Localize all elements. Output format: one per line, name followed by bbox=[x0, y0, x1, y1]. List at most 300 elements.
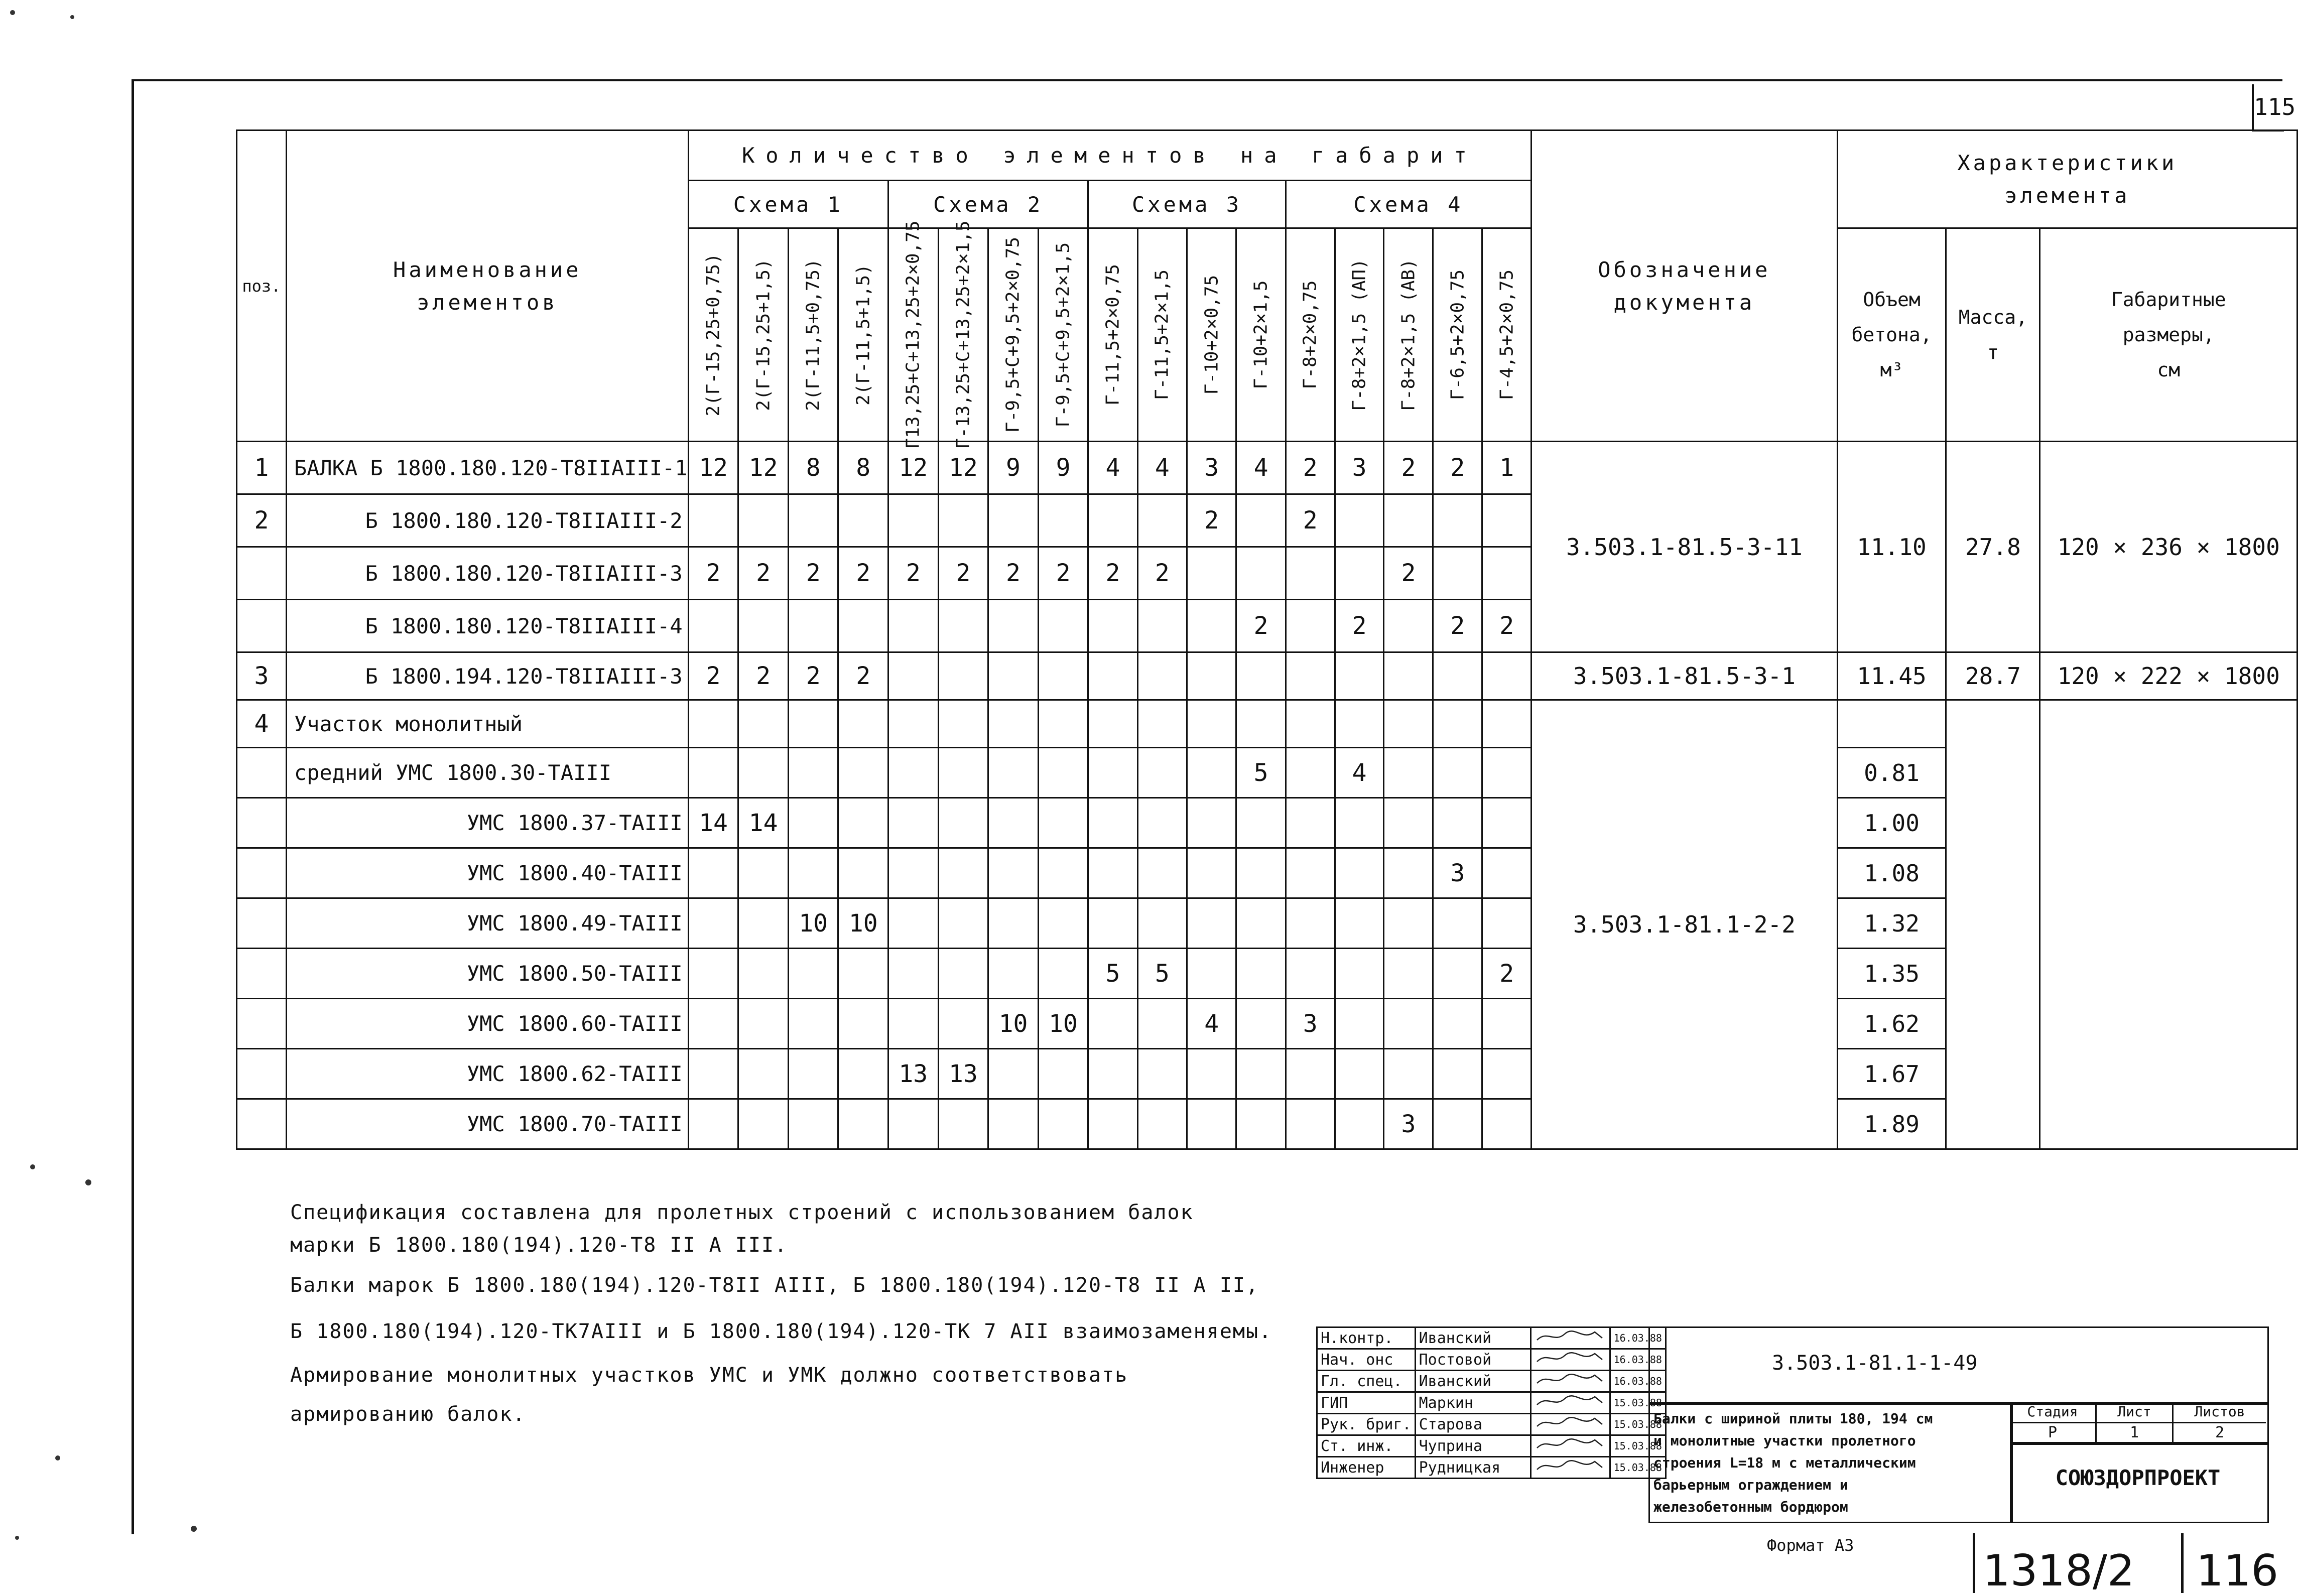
characteristics-header-line2: элемента bbox=[2004, 183, 2130, 208]
quantity-cell bbox=[1482, 999, 1531, 1049]
volume-cell: 1.89 bbox=[1837, 1099, 1946, 1149]
volume-header-line2: бетона, bbox=[1851, 324, 1932, 346]
stamp-date: 15.03.88 bbox=[1610, 1392, 1666, 1414]
quantity-cell bbox=[1038, 652, 1088, 700]
stamp-organization: СОЮЗДОРПРОЕКТ bbox=[2055, 1466, 2221, 1490]
quantity-cell bbox=[1335, 1099, 1384, 1149]
quantity-cell: 12 bbox=[888, 442, 939, 494]
quantity-cell bbox=[938, 798, 988, 848]
quantity-cell bbox=[1038, 494, 1088, 547]
handwritten-signature bbox=[1535, 1328, 1605, 1344]
quantity-cell bbox=[1038, 1049, 1088, 1099]
quantity-cell bbox=[788, 494, 838, 547]
quantity-cell bbox=[988, 748, 1039, 798]
quantity-cell bbox=[1286, 748, 1335, 798]
signature-cell bbox=[1530, 1349, 1610, 1371]
note-line-4: Б 1800.180(194).120-ТК7АIII и Б 1800.180(194).120-ТК 7 АII взаимозаменяемы. bbox=[290, 1320, 1272, 1343]
quantity-cell bbox=[1236, 898, 1286, 949]
quantity-cell bbox=[888, 1099, 939, 1149]
quantity-cell bbox=[788, 600, 838, 652]
quantity-cell bbox=[788, 848, 838, 898]
quantity-cell bbox=[738, 898, 789, 949]
gabarit-header bbox=[1137, 228, 1187, 442]
table-row bbox=[237, 652, 2297, 700]
quantity-cell bbox=[1482, 494, 1531, 547]
quantity-cell: 2 bbox=[1482, 600, 1531, 652]
stamp-row bbox=[1317, 1414, 1666, 1435]
quantity-cell bbox=[1137, 748, 1187, 798]
gabarit-header bbox=[738, 228, 789, 442]
gabarit-label: Г-4,5+2×0,75 bbox=[1496, 269, 1517, 401]
quantity-cell bbox=[788, 798, 838, 848]
quantity-cell bbox=[1286, 1099, 1335, 1149]
element-name-cell: Б 1800.194.120-Т8IIАIII-3 bbox=[286, 652, 688, 700]
quantity-cell bbox=[1088, 999, 1137, 1049]
quantity-cell bbox=[838, 848, 888, 898]
quantity-cell: 14 bbox=[738, 798, 789, 848]
stage-value: Р bbox=[2010, 1423, 2097, 1442]
quantity-cell bbox=[888, 949, 939, 999]
quantity-cell bbox=[988, 949, 1039, 999]
mass-header-line1: Масса, bbox=[1958, 306, 2028, 328]
stamp-row bbox=[1317, 1327, 1666, 1349]
page-mark-top: 115 bbox=[2252, 84, 2284, 131]
document-cell: 3.503.1-81.5-3-1 bbox=[1531, 652, 1838, 700]
quantity-cell bbox=[1433, 798, 1482, 848]
quantity-cell bbox=[838, 494, 888, 547]
note-line-5: Армирование монолитных участков УМС и УМК должно соответствовать bbox=[290, 1364, 1128, 1387]
quantity-cell bbox=[988, 798, 1039, 848]
quantity-cell bbox=[788, 949, 838, 999]
quantity-cell bbox=[1088, 1099, 1137, 1149]
quantity-cell bbox=[1335, 999, 1384, 1049]
quantity-cell bbox=[988, 652, 1039, 700]
gabarit-label: Г-11,5+2×1,5 bbox=[1152, 269, 1173, 401]
quantity-cell: 2 bbox=[738, 652, 789, 700]
quantity-cell: 2 bbox=[1038, 547, 1088, 600]
quantity-cell: 2 bbox=[1384, 442, 1433, 494]
quantity-cell: 4 bbox=[1236, 442, 1286, 494]
quantity-cell bbox=[1088, 748, 1137, 798]
quantity-cell bbox=[1335, 848, 1384, 898]
quantity-cell: 2 bbox=[788, 547, 838, 600]
quantity-cell: 12 bbox=[738, 442, 789, 494]
quantity-cell bbox=[988, 700, 1039, 748]
volume-cell: 1.62 bbox=[1837, 999, 1946, 1049]
quantity-cell bbox=[1187, 748, 1236, 798]
position-cell: 4 bbox=[237, 700, 287, 748]
quantity-cell bbox=[1433, 1099, 1482, 1149]
quantity-cell bbox=[1088, 652, 1137, 700]
element-name-cell: УМС 1800.60-ТАIII bbox=[286, 999, 688, 1049]
quantity-cell bbox=[838, 949, 888, 999]
quantity-cell bbox=[1286, 600, 1335, 652]
quantity-cell bbox=[738, 748, 789, 798]
quantity-cell bbox=[888, 798, 939, 848]
quantity-cell: 5 bbox=[1088, 949, 1137, 999]
quantity-cell bbox=[1433, 898, 1482, 949]
quantity-cell: 2 bbox=[1137, 547, 1187, 600]
quantity-cell bbox=[938, 748, 988, 798]
quantity-cell bbox=[1137, 600, 1187, 652]
handwritten-signature bbox=[1535, 1457, 1605, 1474]
quantity-cell bbox=[1335, 1049, 1384, 1099]
gabarit-label: Г-8+2×1,5 (АП) bbox=[1349, 258, 1370, 411]
quantity-cell bbox=[1187, 1049, 1236, 1099]
quantity-cell bbox=[888, 700, 939, 748]
quantity-cell bbox=[738, 1049, 789, 1099]
quantity-cell: 2 bbox=[1335, 600, 1384, 652]
quantity-cell: 10 bbox=[838, 898, 888, 949]
quantity-cell bbox=[1482, 700, 1531, 748]
stamp-name: Иванский bbox=[1415, 1371, 1530, 1392]
element-name-cell: УМС 1800.62-ТАIII bbox=[286, 1049, 688, 1099]
document-header bbox=[1531, 130, 1838, 442]
dimensions-header-line3: см bbox=[2157, 359, 2181, 381]
quantity-cell bbox=[1236, 700, 1286, 748]
quantity-cell bbox=[1038, 949, 1088, 999]
quantity-cell bbox=[888, 848, 939, 898]
quantity-cell bbox=[1236, 999, 1286, 1049]
quantity-cell bbox=[1088, 494, 1137, 547]
position-cell: 1 bbox=[237, 442, 287, 494]
element-name-cell: Б 1800.180.120-Т8IIАIII-3 bbox=[286, 547, 688, 600]
quantity-cell: 14 bbox=[688, 798, 738, 848]
stamp-date: 16.03.88 bbox=[1610, 1349, 1666, 1371]
quantity-cell bbox=[1286, 949, 1335, 999]
quantity-cell: 10 bbox=[1038, 999, 1088, 1049]
quantity-cell: 9 bbox=[1038, 442, 1088, 494]
quantity-cell bbox=[988, 494, 1039, 547]
stamp-role: Нач. онс bbox=[1317, 1349, 1416, 1371]
quantity-cell: 3 bbox=[1384, 1099, 1433, 1149]
quantity-cell bbox=[1286, 798, 1335, 848]
position-cell bbox=[237, 848, 287, 898]
gabarit-label: Г-8+2×1,5 (АВ) bbox=[1398, 258, 1419, 411]
quantity-cell bbox=[1187, 798, 1236, 848]
quantity-cell bbox=[938, 1099, 988, 1149]
quantity-cell bbox=[1482, 848, 1531, 898]
quantity-cell bbox=[788, 700, 838, 748]
quantity-cell bbox=[688, 949, 738, 999]
quantity-cell: 5 bbox=[1137, 949, 1187, 999]
stamp-role: Н.контр. bbox=[1317, 1327, 1416, 1349]
quantity-cell: 4 bbox=[1187, 999, 1236, 1049]
gabarit-header bbox=[838, 228, 888, 442]
position-cell bbox=[237, 547, 287, 600]
stamp-row bbox=[1317, 1435, 1666, 1457]
scan-speck bbox=[30, 1164, 35, 1169]
gabarit-label: Г-10+2×1,5 bbox=[1250, 280, 1271, 389]
position-cell bbox=[237, 1099, 287, 1149]
quantity-cell bbox=[1433, 748, 1482, 798]
quantity-cell bbox=[688, 848, 738, 898]
quantity-cell bbox=[738, 949, 789, 999]
quantity-cell bbox=[838, 1049, 888, 1099]
quantity-cell bbox=[888, 494, 939, 547]
volume-cell: 1.32 bbox=[1837, 898, 1946, 949]
document-cell: 3.503.1-81.5-3-11 bbox=[1531, 442, 1838, 652]
quantity-cell bbox=[888, 898, 939, 949]
stamp-row bbox=[1317, 1457, 1666, 1479]
quantity-cell: 13 bbox=[888, 1049, 939, 1099]
quantity-cell bbox=[838, 748, 888, 798]
quantity-cell bbox=[1137, 1099, 1187, 1149]
quantity-cell bbox=[688, 1099, 738, 1149]
signature-cell bbox=[1530, 1327, 1610, 1349]
position-cell bbox=[237, 600, 287, 652]
quantity-cell bbox=[788, 748, 838, 798]
quantity-cell bbox=[888, 600, 939, 652]
quantity-cell bbox=[1335, 494, 1384, 547]
quantity-cell bbox=[1187, 652, 1236, 700]
quantity-cell bbox=[938, 600, 988, 652]
quantity-cell: 5 bbox=[1236, 748, 1286, 798]
gabarit-header bbox=[688, 228, 738, 442]
gabarit-header bbox=[788, 228, 838, 442]
dimensions-header-line1: Габаритные bbox=[2111, 289, 2226, 311]
gabarit-header bbox=[1286, 228, 1335, 442]
quantity-cell bbox=[1137, 798, 1187, 848]
quantity-cell bbox=[1384, 494, 1433, 547]
quantity-cell bbox=[1286, 898, 1335, 949]
quantity-cell: 4 bbox=[1335, 748, 1384, 798]
quantity-cell bbox=[938, 898, 988, 949]
stamp-role: Ст. инж. bbox=[1317, 1435, 1416, 1457]
specification-table bbox=[236, 129, 2298, 1150]
note-line-2: марки Б 1800.180(194).120-Т8 II А III. bbox=[290, 1234, 788, 1257]
pos-header: поз. bbox=[237, 130, 287, 442]
element-name-cell: УМС 1800.37-ТАIII bbox=[286, 798, 688, 848]
quantity-cell bbox=[1038, 600, 1088, 652]
characteristics-header-line1: Характеристики bbox=[1957, 151, 2178, 175]
characteristics-header bbox=[1837, 130, 2297, 228]
stamp-name: Чуприна bbox=[1415, 1435, 1530, 1457]
quantity-cell bbox=[738, 700, 789, 748]
quantity-cell bbox=[1286, 1049, 1335, 1099]
quantity-cell bbox=[1482, 547, 1531, 600]
bottom-separator-left bbox=[1973, 1533, 1975, 1593]
scheme-4-header: Схема 4 bbox=[1286, 181, 1531, 228]
quantity-cell bbox=[888, 652, 939, 700]
quantity-cell bbox=[1433, 547, 1482, 600]
quantity-cell bbox=[1433, 1049, 1482, 1099]
gabarit-label: Г-6,5+2×0,75 bbox=[1447, 269, 1468, 401]
stamp-title-line-5: железобетонным бордюром bbox=[1653, 1499, 1848, 1515]
stamp-row bbox=[1317, 1371, 1666, 1392]
quantity-cell: 2 bbox=[1286, 494, 1335, 547]
quantity-cell bbox=[1384, 898, 1433, 949]
stamp-signatures-table bbox=[1316, 1326, 1667, 1479]
quantity-cell bbox=[1384, 798, 1433, 848]
gabarit-label: Г-8+2×0,75 bbox=[1300, 280, 1321, 389]
quantity-cell bbox=[1137, 999, 1187, 1049]
stamp-title-line-2: и монолитные участки пролетного bbox=[1653, 1432, 1916, 1449]
document-header-line2: документа bbox=[1613, 290, 1755, 315]
gabarit-header bbox=[988, 228, 1039, 442]
stage-label: Стадия bbox=[2010, 1402, 2097, 1423]
quantity-cell bbox=[738, 999, 789, 1049]
quantity-cell bbox=[1187, 898, 1236, 949]
stamp-role: Рук. бриг. bbox=[1317, 1414, 1416, 1435]
quantity-cell bbox=[988, 848, 1039, 898]
quantity-cell bbox=[1137, 1049, 1187, 1099]
stamp-name: Старова bbox=[1415, 1414, 1530, 1435]
format-label: Формат А3 bbox=[1767, 1536, 1854, 1555]
quantity-cell: 10 bbox=[788, 898, 838, 949]
quantity-cell: 2 bbox=[1482, 949, 1531, 999]
table-row bbox=[237, 700, 2297, 748]
quantity-cell: 12 bbox=[688, 442, 738, 494]
signature-cell bbox=[1530, 1371, 1610, 1392]
signature-cell bbox=[1530, 1457, 1610, 1479]
quantity-cell bbox=[988, 898, 1039, 949]
quantity-cell bbox=[1137, 652, 1187, 700]
quantity-cell bbox=[888, 999, 939, 1049]
mass-header bbox=[1946, 228, 2040, 442]
signature-cell bbox=[1530, 1392, 1610, 1414]
scheme-2-header: Схема 2 bbox=[888, 181, 1088, 228]
quantity-cell: 2 bbox=[838, 652, 888, 700]
quantity-cell bbox=[1335, 700, 1384, 748]
name-header-line2: элементов bbox=[416, 290, 558, 315]
stamp-date: 16.03.88 bbox=[1610, 1371, 1666, 1392]
quantity-cell bbox=[688, 600, 738, 652]
scan-speck bbox=[55, 1455, 60, 1460]
handwritten-signature bbox=[1535, 1350, 1605, 1366]
quantity-cell bbox=[1335, 949, 1384, 999]
sheet-label: Лист bbox=[2097, 1402, 2174, 1423]
gabarit-header bbox=[1482, 228, 1531, 442]
quantity-cell bbox=[938, 700, 988, 748]
quantity-cell bbox=[988, 600, 1039, 652]
quantity-cell bbox=[1286, 652, 1335, 700]
quantity-cell bbox=[1384, 848, 1433, 898]
quantity-cell bbox=[1038, 1099, 1088, 1149]
quantity-cell bbox=[688, 1049, 738, 1099]
quantity-cell bbox=[1384, 949, 1433, 999]
element-name-cell: Б 1800.180.120-Т8IIАIII-2 bbox=[286, 494, 688, 547]
quantity-cell: 3 bbox=[1335, 442, 1384, 494]
quantity-cell: 2 bbox=[938, 547, 988, 600]
stamp-name: Иванский bbox=[1415, 1327, 1530, 1349]
quantity-cell bbox=[1137, 898, 1187, 949]
quantity-cell bbox=[1433, 700, 1482, 748]
stamp-title-line-3: строения L=18 м с металлическим bbox=[1653, 1454, 1916, 1471]
gabarit-label: 2(Г-15,25+0,75) bbox=[703, 253, 724, 417]
quantity-cell bbox=[1187, 700, 1236, 748]
document-cell: 3.503.1-81.1-2-2 bbox=[1531, 700, 1838, 1149]
quantity-cell bbox=[1482, 1049, 1531, 1099]
table-row bbox=[237, 442, 2297, 494]
stamp-date: 15.03.88 bbox=[1610, 1414, 1666, 1435]
quantity-cell bbox=[838, 600, 888, 652]
quantity-cell bbox=[1286, 848, 1335, 898]
quantity-cell bbox=[1384, 652, 1433, 700]
gabarit-label: Г-9,5+С+9,5+2×1,5 bbox=[1053, 242, 1074, 428]
element-name-cell: средний УМС 1800.30-ТАIII bbox=[286, 748, 688, 798]
quantity-cell bbox=[1286, 700, 1335, 748]
quantity-cell bbox=[1038, 848, 1088, 898]
quantity-cell bbox=[1335, 798, 1384, 848]
stamp-name: Постовой bbox=[1415, 1349, 1530, 1371]
quantity-cell: 2 bbox=[1088, 547, 1137, 600]
quantity-cell bbox=[1433, 999, 1482, 1049]
position-cell bbox=[237, 798, 287, 848]
element-name-cell: УМС 1800.50-ТАIII bbox=[286, 949, 688, 999]
gabarit-header bbox=[1335, 228, 1384, 442]
position-cell bbox=[237, 999, 287, 1049]
gabarit-header bbox=[1038, 228, 1088, 442]
volume-header-line3: м³ bbox=[1880, 359, 1903, 381]
stamp-title bbox=[1653, 1408, 1933, 1518]
quantity-cell bbox=[1187, 600, 1236, 652]
scan-speck bbox=[10, 10, 15, 15]
volume-cell: 1.35 bbox=[1837, 949, 1946, 999]
element-name-cell: Б 1800.180.120-Т8IIАIII-4 bbox=[286, 600, 688, 652]
element-name-cell: УМС 1800.49-ТАIII bbox=[286, 898, 688, 949]
bottom-page-number: 116 bbox=[2196, 1546, 2279, 1596]
note-line-6: армированию балок. bbox=[290, 1403, 526, 1426]
volume-cell: 1.08 bbox=[1837, 848, 1946, 898]
volume-cell: 1.00 bbox=[1837, 798, 1946, 848]
quantity-cell bbox=[1384, 748, 1433, 798]
quantity-cell bbox=[1038, 748, 1088, 798]
name-header-line1: Наименование bbox=[393, 257, 582, 282]
quantity-cell bbox=[688, 494, 738, 547]
scan-speck bbox=[85, 1179, 91, 1185]
quantity-cell bbox=[1433, 494, 1482, 547]
scheme-3-header: Схема 3 bbox=[1088, 181, 1286, 228]
gabarit-label: 2(Г-11,5+0,75) bbox=[803, 258, 824, 411]
gabarit-label: 2(Г-11,5+1,5) bbox=[853, 264, 874, 406]
quantity-cell: 2 bbox=[1384, 547, 1433, 600]
quantity-cell bbox=[938, 999, 988, 1049]
quantity-cell bbox=[1482, 652, 1531, 700]
scan-speck bbox=[191, 1526, 197, 1532]
position-cell bbox=[237, 949, 287, 999]
quantity-cell bbox=[1482, 748, 1531, 798]
quantity-cell bbox=[1187, 547, 1236, 600]
handwritten-signature bbox=[1535, 1393, 1605, 1409]
quantity-cell: 3 bbox=[1286, 999, 1335, 1049]
quantity-cell: 2 bbox=[688, 547, 738, 600]
dimensions-cell: 120 × 222 × 1800 bbox=[2040, 652, 2297, 700]
quantity-cell bbox=[1286, 547, 1335, 600]
quantity-cell bbox=[1236, 798, 1286, 848]
stamp-date: 16.03.88 bbox=[1610, 1327, 1666, 1349]
element-name-cell: Участок монолитный bbox=[286, 700, 688, 748]
dimensions-cell: 120 × 236 × 1800 bbox=[2040, 442, 2297, 652]
quantity-cell bbox=[1236, 494, 1286, 547]
scan-speck bbox=[70, 15, 74, 19]
volume-cell: 11.10 bbox=[1837, 442, 1946, 652]
element-name-cell: УМС 1800.70-ТАIII bbox=[286, 1099, 688, 1149]
handwritten-signature bbox=[1535, 1371, 1605, 1387]
quantity-cell bbox=[1088, 898, 1137, 949]
stamp-role: ГИП bbox=[1317, 1392, 1416, 1414]
quantity-cell bbox=[1236, 652, 1286, 700]
gabarit-header bbox=[1433, 228, 1482, 442]
quantity-cell bbox=[738, 494, 789, 547]
note-line-1: Спецификация составлена для пролетных строений с использованием балок bbox=[290, 1201, 1194, 1224]
volume-cell: 11.45 bbox=[1837, 652, 1946, 700]
sheets-label: Листов bbox=[2174, 1402, 2266, 1423]
quantity-cell: 8 bbox=[838, 442, 888, 494]
quantity-cell bbox=[788, 999, 838, 1049]
mass-header-line2: т bbox=[1987, 341, 1999, 363]
quantity-cell bbox=[1088, 700, 1137, 748]
